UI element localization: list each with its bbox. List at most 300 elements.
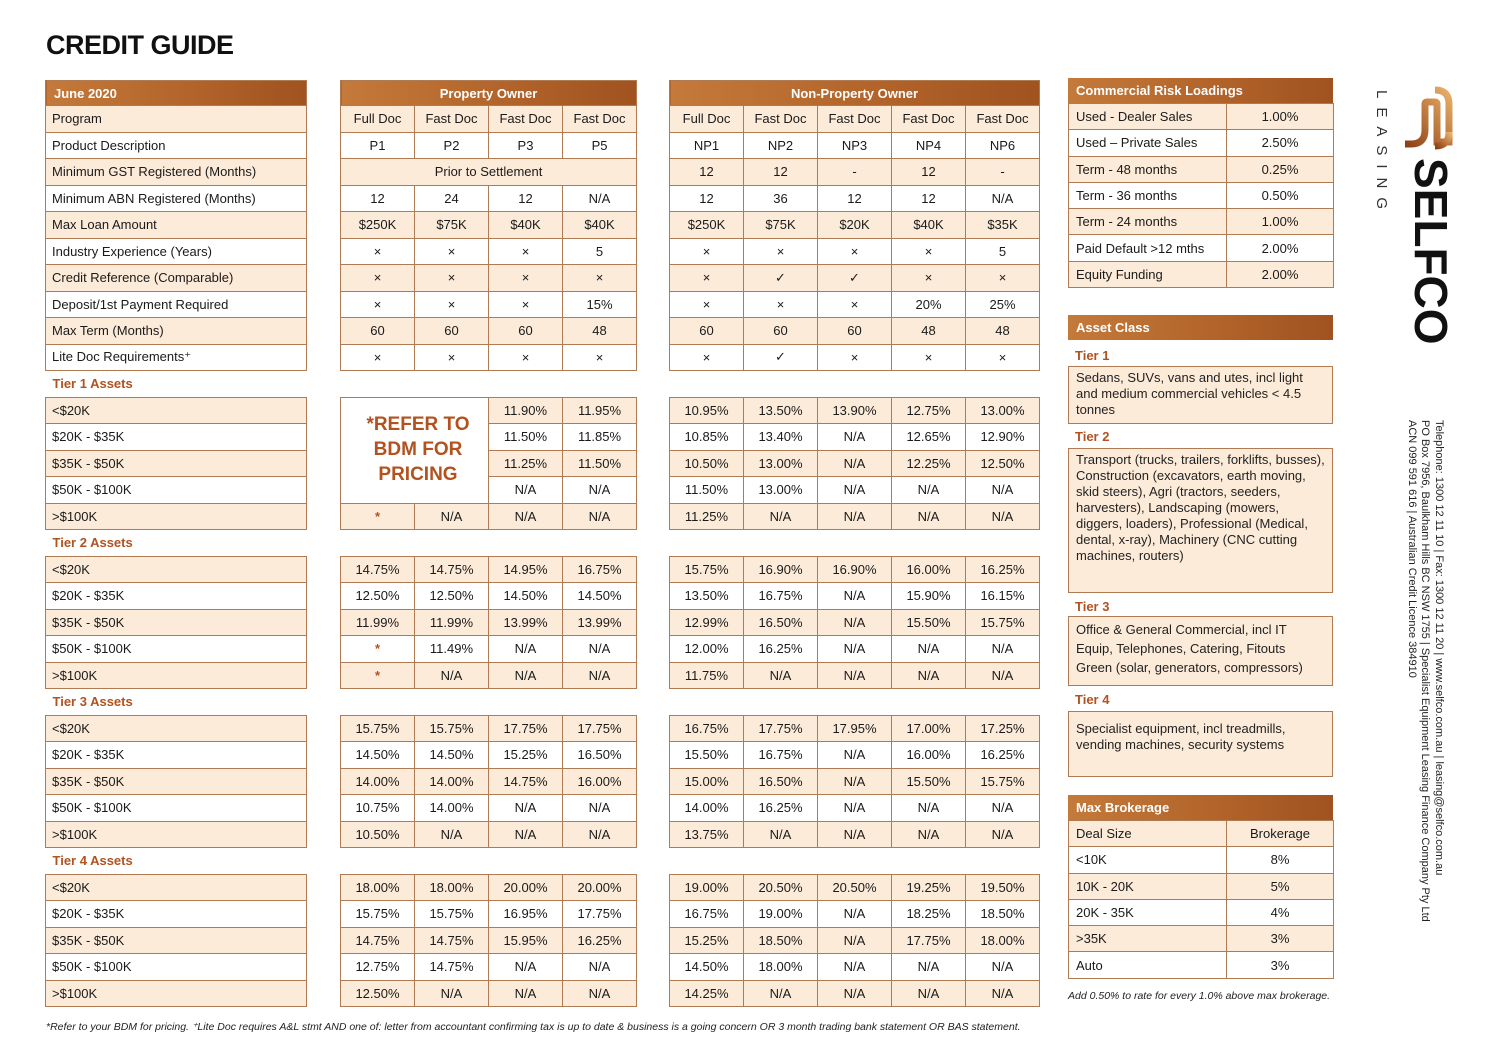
product-cell: P5 <box>563 132 637 159</box>
risk-value: 2.00% <box>1227 261 1334 287</box>
rate-cell: 14.75% <box>489 768 563 795</box>
rate-row <box>670 450 1040 477</box>
value-cell: × <box>489 265 563 292</box>
asset-tier-4-description: Specialist equipment, incl treadmills, vending machines, security systems <box>1068 711 1333 777</box>
value-cell: 48 <box>966 318 1040 345</box>
criteria-row <box>670 106 1040 133</box>
rate-cell: 15.90% <box>892 583 966 610</box>
criteria-row <box>341 291 637 318</box>
criteria-label: Industry Experience (Years) <box>46 238 307 265</box>
rate-cell: N/A <box>563 477 637 504</box>
rate-cell: 12.25% <box>892 450 966 477</box>
rate-cell: 11.95% <box>563 397 637 424</box>
rate-cell: 16.25% <box>966 556 1040 583</box>
product-cell: P2 <box>415 132 489 159</box>
selfco-logo <box>1360 80 1470 380</box>
loan-band-label: $20K - $35K <box>46 424 307 451</box>
value-cell: 25% <box>966 291 1040 318</box>
risk-row <box>1069 209 1334 235</box>
rate-cell: N/A <box>415 662 489 689</box>
rate-row <box>341 503 637 530</box>
rate-cell: 17.95% <box>818 715 892 742</box>
rate-cell: 15.00% <box>670 768 744 795</box>
rate-cell: 16.50% <box>744 609 818 636</box>
criteria-row <box>670 265 1040 292</box>
rate-row <box>670 636 1040 663</box>
asset-tier-1-label: Tier 1 <box>1075 348 1110 363</box>
rate-row <box>341 874 637 901</box>
program-cell: Fast Doc <box>415 106 489 133</box>
deal-size: >35K <box>1069 926 1227 952</box>
rate-cell: N/A <box>489 477 563 504</box>
rate-cell: 13.90% <box>818 397 892 424</box>
rate-cell: 15.75% <box>341 901 415 928</box>
rate-cell: 12.50% <box>341 980 415 1007</box>
criteria-row <box>341 318 637 345</box>
rate-row <box>341 662 637 689</box>
criteria-label: Max Term (Months) <box>46 318 307 345</box>
value-cell: × <box>563 265 637 292</box>
rate-cell: 15.95% <box>489 927 563 954</box>
rate-row <box>341 927 637 954</box>
asset-tier-4-label: Tier 4 <box>1075 692 1110 707</box>
contact-line-3: ACN 099 591 616 | Australian Credit Licence 384910 <box>1406 420 1418 678</box>
rate-row <box>46 954 307 981</box>
value-cell: 60 <box>818 318 892 345</box>
value-cell: $20K <box>818 212 892 239</box>
rate-cell: N/A <box>818 503 892 530</box>
rate-cell: N/A <box>818 662 892 689</box>
rate-cell: 11.90% <box>489 397 563 424</box>
value-cell: $35K <box>966 212 1040 239</box>
rate-cell: 13.75% <box>670 821 744 848</box>
value-cell: × <box>341 291 415 318</box>
value-cell: - <box>966 159 1040 186</box>
rate-cell: 13.00% <box>966 397 1040 424</box>
criteria-row <box>46 344 307 371</box>
rate-row <box>670 821 1040 848</box>
rate-row <box>341 742 637 769</box>
value-cell: × <box>489 344 563 371</box>
value-cell: 12 <box>670 159 744 186</box>
rate-cell: N/A <box>892 636 966 663</box>
value-cell: × <box>670 344 744 371</box>
value-cell: 60 <box>341 318 415 345</box>
rate-cell: N/A <box>818 954 892 981</box>
brokerage-note: Add 0.50% to rate for every 1.0% above max brokerage. <box>1068 990 1331 1002</box>
value-cell: × <box>341 344 415 371</box>
loan-band-label: <$20K <box>46 874 307 901</box>
risk-row <box>1069 235 1334 261</box>
rate-row <box>341 609 637 636</box>
rate-cell: 14.50% <box>670 954 744 981</box>
rate-cell: 17.75% <box>744 715 818 742</box>
value-cell: 36 <box>744 185 818 212</box>
risk-value: 0.25% <box>1227 156 1334 182</box>
product-cell: NP3 <box>818 132 892 159</box>
value-cell: × <box>489 238 563 265</box>
rate-cell: N/A <box>892 954 966 981</box>
tier-spacer <box>341 371 637 398</box>
rate-cell: 16.75% <box>744 742 818 769</box>
rate-cell: 14.75% <box>341 927 415 954</box>
rate-cell: N/A <box>489 662 563 689</box>
rate-cell: 14.25% <box>670 980 744 1007</box>
rate-cell: 15.50% <box>892 768 966 795</box>
rate-cell: N/A <box>892 795 966 822</box>
rate-cell: 12.00% <box>670 636 744 663</box>
rate-cell: N/A <box>818 768 892 795</box>
rate-cell: 17.75% <box>892 927 966 954</box>
rate-cell: 15.75% <box>415 901 489 928</box>
loan-band-label: $50K - $100K <box>46 954 307 981</box>
brokerage-value: 3% <box>1227 926 1334 952</box>
rate-cell: N/A <box>818 477 892 504</box>
risk-label: Used - Dealer Sales <box>1069 104 1227 130</box>
loan-band-label: >$100K <box>46 980 307 1007</box>
criteria-label: Program <box>46 106 307 133</box>
value-cell: × <box>670 291 744 318</box>
rate-cell: 12.50% <box>415 583 489 610</box>
rate-cell: 14.50% <box>489 583 563 610</box>
rate-cell: 14.00% <box>415 768 489 795</box>
tier-heading: Tier 3 Assets <box>52 694 133 710</box>
value-cell: 12 <box>818 185 892 212</box>
rate-cell: N/A <box>489 636 563 663</box>
rate-cell: 20.00% <box>563 874 637 901</box>
rate-row <box>46 424 307 451</box>
rate-row <box>46 397 307 424</box>
program-cell: Fast Doc <box>818 106 892 133</box>
rate-cell: N/A <box>966 795 1040 822</box>
rate-cell: 16.25% <box>744 795 818 822</box>
loan-band-label: <$20K <box>46 397 307 424</box>
rate-row <box>670 662 1040 689</box>
criteria-row <box>341 159 637 186</box>
rate-cell: 16.25% <box>966 742 1040 769</box>
rate-row <box>46 795 307 822</box>
criteria-label: Lite Doc Requirements⁺ <box>46 344 307 371</box>
rate-cell: 14.00% <box>341 768 415 795</box>
rate-row <box>341 901 637 928</box>
merged-value-cell: Prior to Settlement <box>341 159 637 186</box>
deal-size: <10K <box>1069 847 1227 873</box>
risk-label: Used – Private Sales <box>1069 130 1227 156</box>
brokerage-row <box>1069 899 1334 925</box>
value-cell: 24 <box>415 185 489 212</box>
risk-label: Term - 48 months <box>1069 156 1227 182</box>
rate-cell: N/A <box>966 980 1040 1007</box>
risk-value: 2.00% <box>1227 235 1334 261</box>
value-cell: $75K <box>415 212 489 239</box>
rate-cell: 16.00% <box>563 768 637 795</box>
rate-cell: 16.25% <box>744 636 818 663</box>
rate-cell: N/A <box>489 503 563 530</box>
value-cell: $40K <box>892 212 966 239</box>
property-owner-header: Property Owner <box>341 81 637 106</box>
rate-cell: N/A <box>818 927 892 954</box>
value-cell: × <box>966 344 1040 371</box>
brokerage-value: 8% <box>1227 847 1334 873</box>
asset-tier-1-description: Sedans, SUVs, vans and utes, incl light and medium commercial vehicles < 4.5 tonnes <box>1068 366 1333 424</box>
value-cell: - <box>818 159 892 186</box>
rate-cell: 16.25% <box>563 927 637 954</box>
program-cell: Full Doc <box>670 106 744 133</box>
rate-cell: 14.95% <box>489 556 563 583</box>
rate-cell: N/A <box>489 980 563 1007</box>
product-cell: NP6 <box>966 132 1040 159</box>
tier-heading: Tier 4 Assets <box>52 853 133 869</box>
rate-cell: 18.00% <box>966 927 1040 954</box>
rate-row <box>670 927 1040 954</box>
value-cell: ✓ <box>744 265 818 292</box>
value-cell: ✓ <box>818 265 892 292</box>
criteria-row <box>670 212 1040 239</box>
value-cell: 12 <box>670 185 744 212</box>
criteria-row <box>46 159 307 186</box>
value-cell: × <box>670 265 744 292</box>
rate-cell: 16.95% <box>489 901 563 928</box>
rate-row <box>341 795 637 822</box>
risk-row <box>1069 104 1334 130</box>
rate-cell: N/A <box>892 662 966 689</box>
rate-cell: 13.50% <box>744 397 818 424</box>
rate-cell: 17.75% <box>563 715 637 742</box>
rate-cell: * <box>341 662 415 689</box>
rate-row <box>670 609 1040 636</box>
asset-tier-2-description: Transport (trucks, trailers, forklifts, busses), Construction (excavators, earth moving, skid steers), Agri (tractors, seeders, harvesters), Landscaping (mowers, diggers, loaders), Professional (Medical, dental, x-ray), Machinery (CNC cutting machines, routers) <box>1068 448 1333 593</box>
rate-cell: N/A <box>818 424 892 451</box>
criteria-row <box>341 265 637 292</box>
rate-cell: 10.85% <box>670 424 744 451</box>
value-cell: 48 <box>892 318 966 345</box>
risk-value: 2.50% <box>1227 130 1334 156</box>
deal-size-header: Deal Size <box>1069 821 1227 847</box>
value-cell: 48 <box>563 318 637 345</box>
criteria-row <box>670 185 1040 212</box>
product-cell: NP4 <box>892 132 966 159</box>
value-cell: × <box>744 291 818 318</box>
value-cell: N/A <box>966 185 1040 212</box>
brokerage-row <box>1069 926 1334 952</box>
brokerage-row <box>1069 952 1334 978</box>
rate-cell: 19.50% <box>966 874 1040 901</box>
risk-row <box>1069 261 1334 287</box>
rate-cell: 17.00% <box>892 715 966 742</box>
value-cell: × <box>415 344 489 371</box>
risk-value: 0.50% <box>1227 182 1334 208</box>
product-cell: NP1 <box>670 132 744 159</box>
rate-row <box>670 477 1040 504</box>
rate-cell: 16.75% <box>670 901 744 928</box>
rate-row <box>46 874 307 901</box>
rate-cell: 19.00% <box>744 901 818 928</box>
rate-cell: 14.50% <box>415 742 489 769</box>
criteria-row <box>46 291 307 318</box>
property-owner-table <box>340 80 637 1007</box>
rate-cell: N/A <box>892 477 966 504</box>
brokerage-row <box>1069 873 1334 899</box>
rate-row <box>46 636 307 663</box>
criteria-label: Credit Reference (Comparable) <box>46 265 307 292</box>
loan-band-label: $20K - $35K <box>46 901 307 928</box>
risk-loadings-header: Commercial Risk Loadings <box>1068 78 1333 103</box>
rate-cell: N/A <box>415 503 489 530</box>
value-cell: × <box>818 238 892 265</box>
rate-row <box>46 503 307 530</box>
rate-cell: N/A <box>563 954 637 981</box>
value-cell: 20% <box>892 291 966 318</box>
rate-cell: 16.50% <box>563 742 637 769</box>
loan-band-label: >$100K <box>46 821 307 848</box>
rate-cell: 18.00% <box>415 874 489 901</box>
program-cell: Fast Doc <box>892 106 966 133</box>
max-brokerage-table <box>1068 820 1334 979</box>
rate-row <box>670 954 1040 981</box>
rate-cell: 13.50% <box>670 583 744 610</box>
rate-cell: 17.25% <box>966 715 1040 742</box>
criteria-row <box>341 344 637 371</box>
rate-row <box>46 768 307 795</box>
rate-cell: 11.49% <box>415 636 489 663</box>
brokerage-value: 3% <box>1227 952 1334 978</box>
rate-cell: 15.25% <box>489 742 563 769</box>
rate-cell: * <box>341 636 415 663</box>
rate-cell: 15.75% <box>966 609 1040 636</box>
rate-row <box>341 636 637 663</box>
rate-cell: N/A <box>563 795 637 822</box>
rate-cell: 13.99% <box>563 609 637 636</box>
value-cell: 12 <box>341 185 415 212</box>
risk-value: 1.00% <box>1227 209 1334 235</box>
rate-row <box>341 768 637 795</box>
rate-cell: N/A <box>966 821 1040 848</box>
product-cell: P1 <box>341 132 415 159</box>
rate-cell: N/A <box>744 980 818 1007</box>
rate-row <box>341 583 637 610</box>
risk-value: 1.00% <box>1227 104 1334 130</box>
rate-cell: 16.75% <box>563 556 637 583</box>
rate-cell: N/A <box>818 609 892 636</box>
rate-cell: N/A <box>892 980 966 1007</box>
rate-row <box>341 715 637 742</box>
value-cell: × <box>489 291 563 318</box>
value-cell: $40K <box>489 212 563 239</box>
rate-cell: * <box>341 503 415 530</box>
value-cell: $40K <box>563 212 637 239</box>
criteria-label: Max Loan Amount <box>46 212 307 239</box>
program-cell: Full Doc <box>341 106 415 133</box>
rate-cell: N/A <box>563 821 637 848</box>
value-cell: × <box>415 238 489 265</box>
rate-cell: 18.50% <box>966 901 1040 928</box>
rate-cell: N/A <box>818 450 892 477</box>
rate-cell: 13.00% <box>744 450 818 477</box>
rate-cell: 12.99% <box>670 609 744 636</box>
value-cell: $75K <box>744 212 818 239</box>
tier-spacer <box>670 848 1040 875</box>
rate-cell: 11.50% <box>489 424 563 451</box>
rate-cell: N/A <box>489 821 563 848</box>
value-cell: 5 <box>966 238 1040 265</box>
loan-band-label: $20K - $35K <box>46 742 307 769</box>
rate-cell: N/A <box>415 821 489 848</box>
rate-cell: N/A <box>818 901 892 928</box>
rate-row <box>46 450 307 477</box>
rate-cell: 18.00% <box>341 874 415 901</box>
rate-cell: 11.99% <box>415 609 489 636</box>
tier-spacer <box>341 530 637 557</box>
rate-row <box>46 609 307 636</box>
rate-cell: 10.75% <box>341 795 415 822</box>
brokerage-row <box>1069 847 1334 873</box>
rate-cell: N/A <box>892 821 966 848</box>
value-cell: × <box>415 265 489 292</box>
contact-info <box>1385 420 1455 980</box>
rate-cell: 20.50% <box>744 874 818 901</box>
rate-cell: N/A <box>563 980 637 1007</box>
rate-cell: 12.50% <box>341 583 415 610</box>
criteria-row <box>341 185 637 212</box>
criteria-row <box>670 132 1040 159</box>
rate-row <box>46 477 307 504</box>
value-cell: 60 <box>415 318 489 345</box>
product-cell: NP2 <box>744 132 818 159</box>
criteria-row <box>46 185 307 212</box>
rate-cell: 12.75% <box>341 954 415 981</box>
rate-row <box>341 556 637 583</box>
tier-spacer <box>341 689 637 716</box>
tier-spacer <box>341 848 637 875</box>
tier-spacer <box>670 530 1040 557</box>
deal-size: 10K - 20K <box>1069 873 1227 899</box>
rate-cell: 10.95% <box>670 397 744 424</box>
program-cell: Fast Doc <box>966 106 1040 133</box>
value-cell: $250K <box>341 212 415 239</box>
asset-tier-2-label: Tier 2 <box>1075 429 1110 444</box>
criteria-row <box>341 106 637 133</box>
loan-band-label: $35K - $50K <box>46 450 307 477</box>
criteria-row <box>46 265 307 292</box>
criteria-row <box>46 106 307 133</box>
rate-row <box>46 927 307 954</box>
criteria-row <box>341 212 637 239</box>
loan-band-label: $50K - $100K <box>46 795 307 822</box>
rate-cell: 15.75% <box>966 768 1040 795</box>
risk-label: Paid Default >12 mths <box>1069 235 1227 261</box>
brokerage-value: 5% <box>1227 873 1334 899</box>
loan-band-label: <$20K <box>46 556 307 583</box>
value-cell: 15% <box>563 291 637 318</box>
rate-cell: 11.50% <box>670 477 744 504</box>
rate-cell: 12.65% <box>892 424 966 451</box>
brokerage-header: Brokerage <box>1227 821 1334 847</box>
rate-cell: N/A <box>818 636 892 663</box>
criteria-row <box>670 344 1040 371</box>
program-cell: Fast Doc <box>489 106 563 133</box>
rate-cell: 11.85% <box>563 424 637 451</box>
rate-cell: 11.75% <box>670 662 744 689</box>
contact-line-1: Telephone: 1300 12 11 10 | Fax: 1300 12 11 20 | www.selfco.com.au | leasing@selfco.com.au <box>1433 420 1445 876</box>
rate-row <box>341 954 637 981</box>
rate-cell: 17.75% <box>489 715 563 742</box>
rate-row <box>670 795 1040 822</box>
rate-row <box>46 742 307 769</box>
loan-band-label: >$100K <box>46 503 307 530</box>
rate-cell: 16.00% <box>892 556 966 583</box>
rate-cell: N/A <box>744 662 818 689</box>
value-cell: × <box>744 238 818 265</box>
